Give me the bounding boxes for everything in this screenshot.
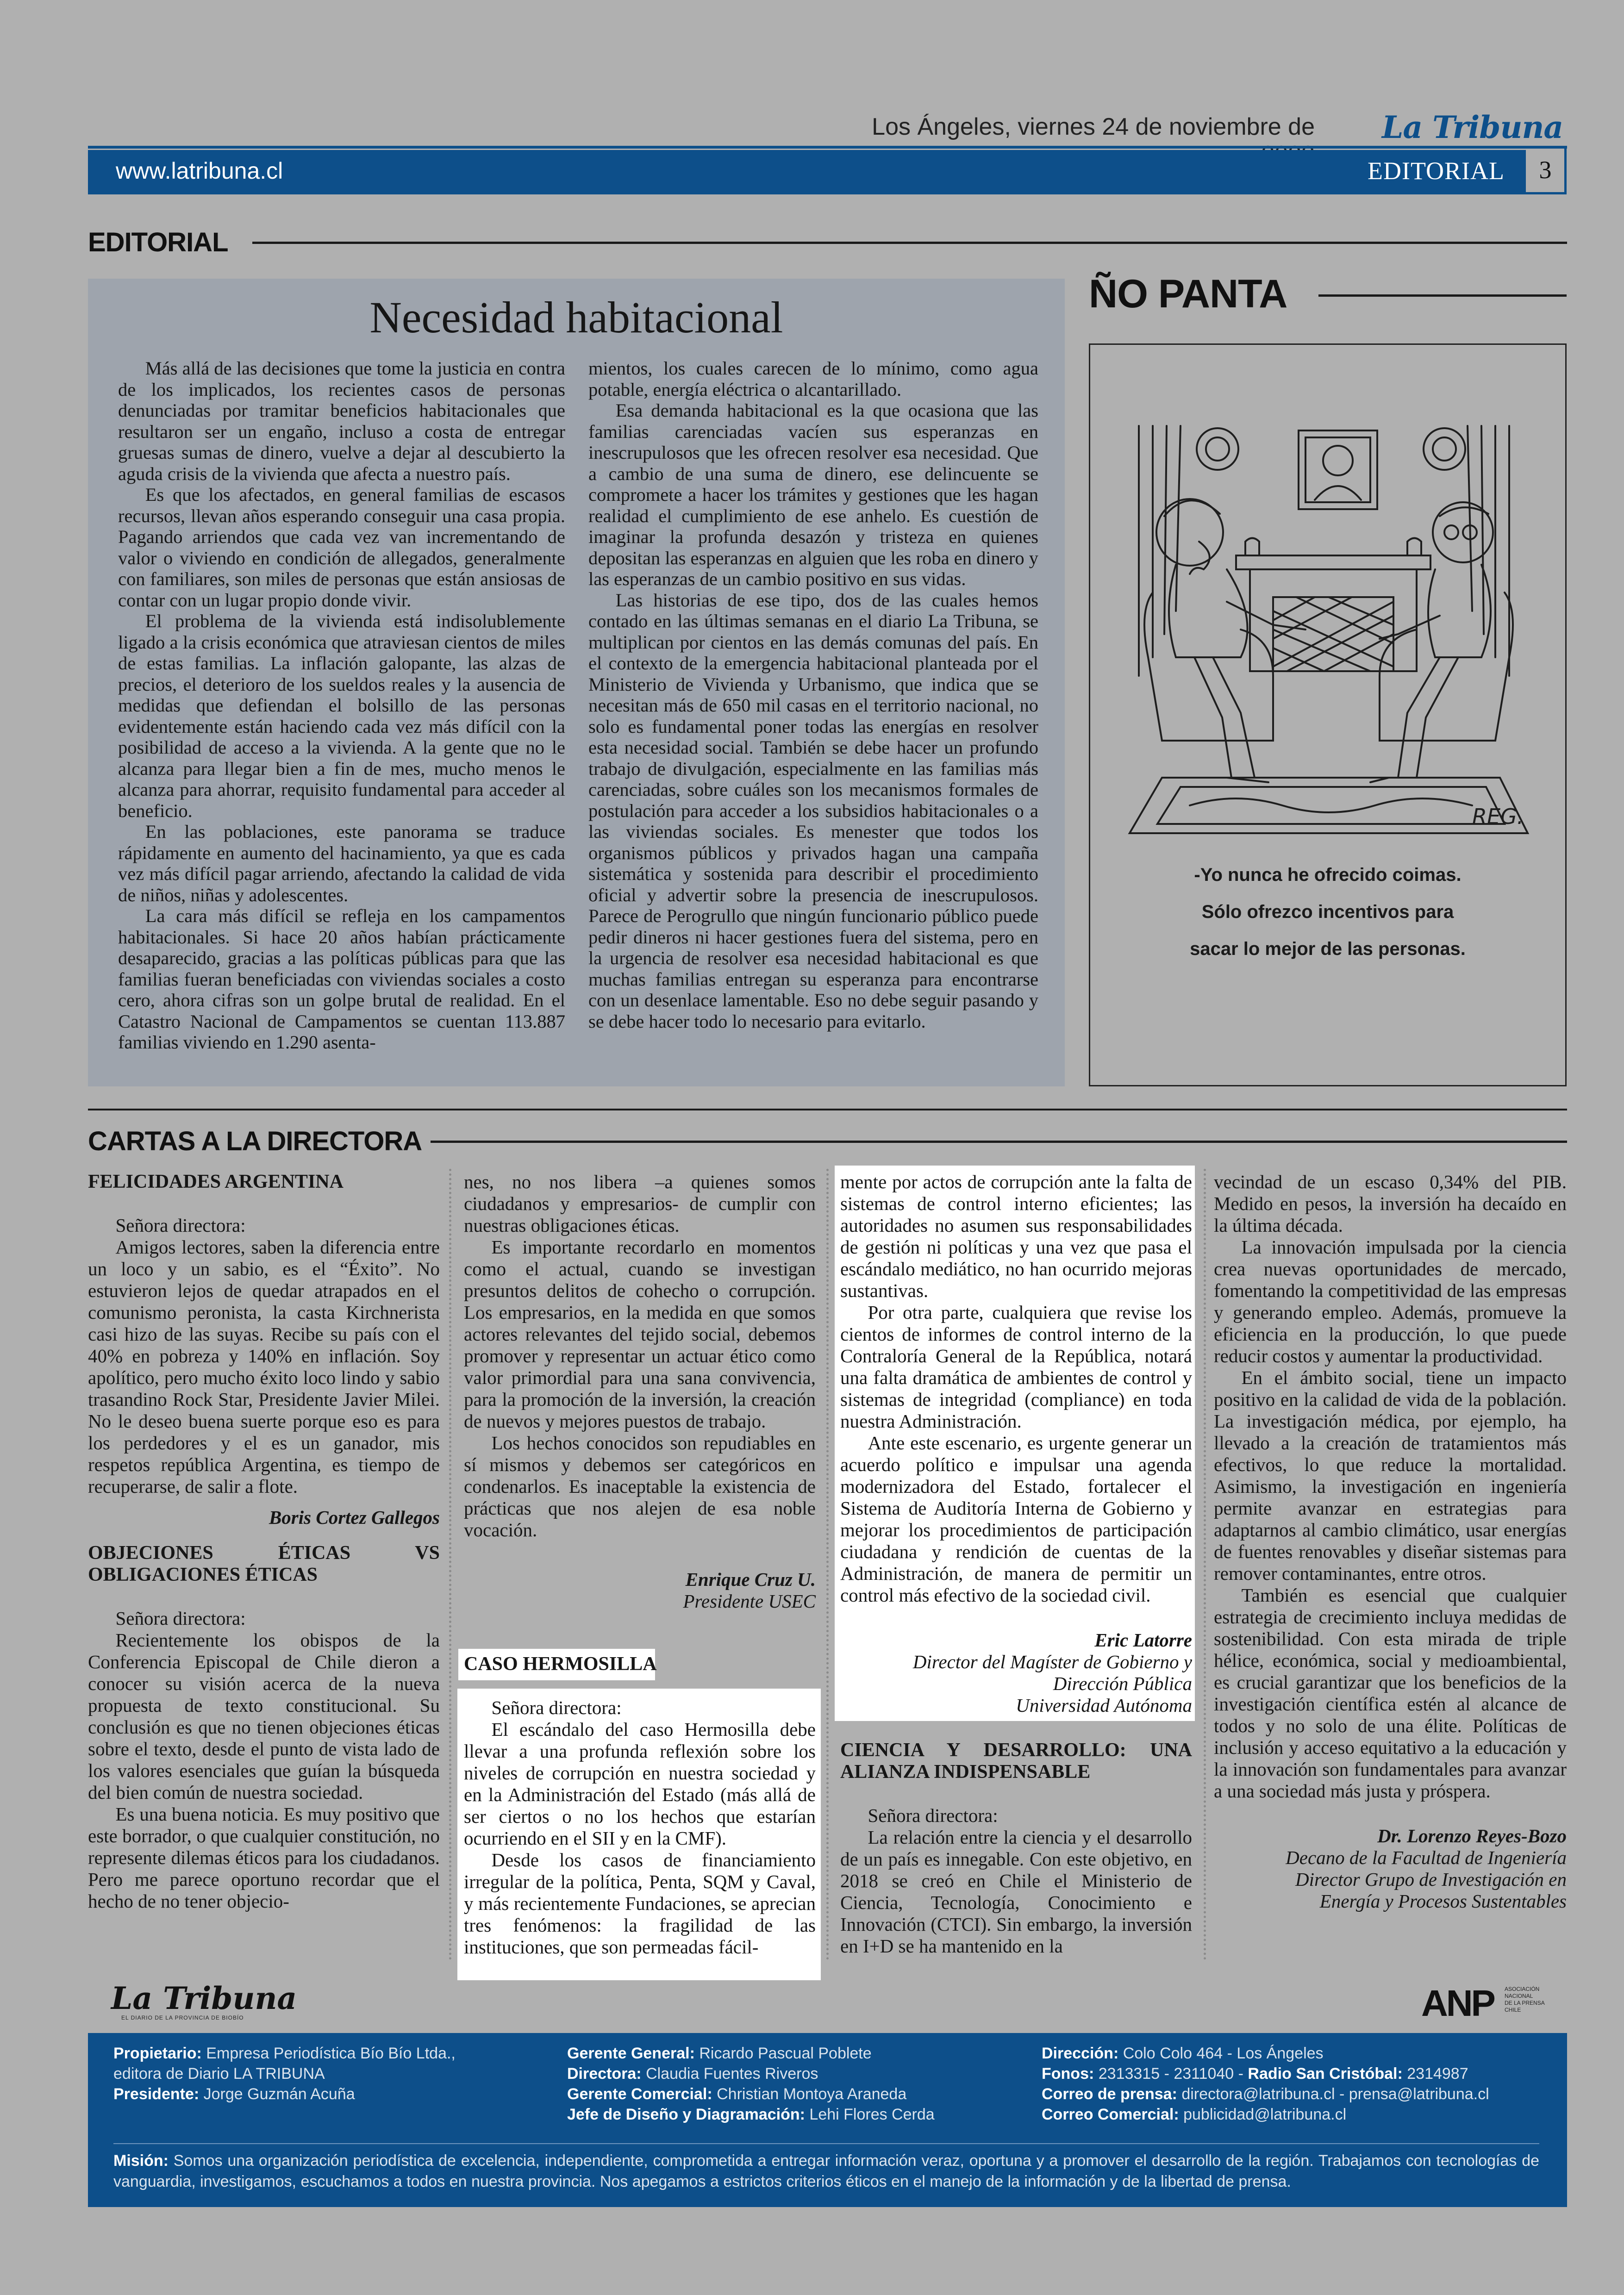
mission-statement: Misión: Somos una organización periodística de excelencia, independiente, comprometida a entregar información veraz, oportuna y a promover el desarrollo de la región. Trabajamos con tecnologías de vanguardia, investigamos, escuchamos a todos en nuestra provincia. Nos apegamos a estrictos criterios éticos en el manejo de la información y de la libertad de prensa. [113, 2152, 1540, 2190]
letter-paragraph: mente por actos de corrupción ante la falta de sistemas de control interno eficientes; las autoridades no asumen sus responsabilidades de gestión ni políticas y una vez que pasa el escándalo mediático, no han ocurrido mejoras sustantivas. [840, 1171, 1192, 1301]
letters-column-3-bottom [840, 1740, 1192, 1957]
footer-line: Correo Comercial: publicidad@latribuna.cl [1042, 2106, 1347, 2123]
letter-paragraph: Los hechos conocidos son repudiables en sí mismos y debemos ser categóricos en condenarlos. Es inaceptable la existencia de prácticas que nos alejen de esa noble vocación. [464, 1432, 816, 1540]
letter-paragraph: La innovación impulsada por la ciencia crea nuevas oportunidades de mercado, fomentando la competitividad de las empresas y generando empleo. Además, promueve la eficiencia en la producción, lo que puede reducir costos y aumentar la productividad. [1214, 1236, 1567, 1366]
letters-column-3 [840, 1171, 1192, 1716]
cartoon-signature: REG. [1472, 804, 1524, 829]
section-name: EDITORIAL [1368, 157, 1505, 185]
editorial-section-heading: EDITORIAL [88, 227, 228, 257]
dateline: Los Ángeles, viernes 24 de noviembre de [872, 113, 1315, 140]
editorial-paragraph: El problema de la vivienda está indisolublemente ligado a la crisis económica que atraviesan cientos de miles de estas familias. La inflación galopante, las alzas de precios, el deterioro de los sueldos reales y la ausencia de medidas que defiendan el bolsillo de las personas evidentemente están haciendo cada vez más difícil con la posibilidad de acceso a la vivienda. A la gente que no le alcanza para llegar bien a fin de mes, mucho menos le alcanza para ahorrar, requisito fundamental para acceder al beneficio. [118, 611, 565, 821]
letter-salutation: Señora directora: [115, 1608, 246, 1629]
editorial-paragraph: La cara más difícil se refleja en los campamentos habitacionales. Si hace 20 años habían prácticamente desaparecido, gracias a las políticas públicas para que las familias fueran beneficiadas con viviendas sociales a costo cero, ahora cifras son un golpe brutal de realidad. En el Catastro Nacional de Campamentos se cuentan 113.887 familias viviendo en 1.290 asenta- [118, 905, 565, 1053]
letter-salutation: Señora directora: [491, 1697, 622, 1718]
letters-heading-rule [431, 1141, 1567, 1143]
letter-paragraph: nes, no nos libera –a quienes somos ciudadanos y empresarios- de cumplir con nuestras obligaciones éticas. [464, 1171, 816, 1236]
anp-tagline-line: DE LA PRENSA [1505, 2000, 1545, 2006]
letters-column-2 [464, 1171, 816, 1612]
letter-paragraph: El escándalo del caso Hermosilla debe llevar a una profunda reflexión sobre los niveles de corrupción en nuestra sociedad y en la Administración del Estado (más allá de ser ciertos o no los hechos que estarían ocurriendo en el SII y en la CMF). [464, 1719, 816, 1849]
letters-section-heading: CARTAS A LA DIRECTORA [88, 1126, 422, 1156]
footer-logo-tagline: EL DIARIO DE LA PROVINCIA DE BIOBÍO [121, 2014, 244, 2021]
footer-column-3 [1042, 2043, 1489, 2125]
editorial-title: Necesidad habitacional [369, 293, 783, 342]
footer-column-1 [113, 2043, 456, 2104]
editorial-paragraph: Las historias de ese tipo, dos de las cuales hemos contado en las últimas semanas en el diario La Tribuna, se multiplican por cientos en las demás comunas del país. En el contexto de la emergencia habitacional planteada por el Ministerio de Vivienda y Urbanismo, que indica que se necesitan más de 650 mil casas en el territorio nacional, no solo es fundamental poner todas las energías en resolver esta necesidad social. También se debe hacer un profundo trabajo de divulgación, especialmente en las familias más carenciadas, sobre cuáles son los mecanismos formales de postulación para acceder a los subsidios habitacionales o a las viviendas sociales. Es menester que todos los organismos públicos y privados hagan una campaña sistemática y sostenida para describir el procedimiento oficial y advertir sobre la presencia de inescrupulosos. Parece de Perogrullo que ningún funcionario público puede pedir dineros ni hacer gestiones fuera del sistema, pero en la urgencia de resolver esa necesidad habitacional es que muchas familias entregan su esperanza para encontrarse con un desenlace lamentable. Eso no debe seguir pasando y se debe hacer todo lo necesario para evitarlo. [588, 589, 1038, 1032]
letter-paragraph: Ante este escenario, es urgente generar un acuerdo político e impulsar una agenda modernizadora del Estado, fortalecer el Sistema de Auditoría Interna de Gobierno y mejorar los procedimientos de participación ciudadana y rendición de cuentas de la Administración, de manera de permitir un control más efectivo de la sociedad civil. [840, 1432, 1192, 1606]
letter-paragraph: En el ámbito social, tiene un impacto positivo en la calidad de vida de la población. La investigación médica, por ejemplo, ha llevado a la creación de tratamientos más efectivos, lo que reduce la mortalidad. Asimismo, la investigación en ingeniería permite avanzar en estrategias para adaptarnos al cambio climático, usar energías de fuentes renovables y diseñar sistemas para remover contaminantes, entre otros. [1214, 1367, 1567, 1584]
editorial-column-1 [118, 358, 565, 1053]
anp-tagline-line: ASOCIACIÓN [1505, 1986, 1540, 1992]
letter-heading: OBJECIONES ÉTICAS VS OBLIGACIONES ÉTICAS [88, 1542, 440, 1585]
footer-column-2 [567, 2043, 935, 2125]
editorial-column-2 [588, 358, 1038, 1032]
letter-paragraph: La relación entre la ciencia y el desarrollo de un país es innegable. Con este objetivo, en 2018 se creó en Chile el Ministerio de Ciencia, Tecnología, Conocimiento e Innovación (CTCI). Sin embargo, la inversión en I+D se ha mantenido en la [840, 1827, 1192, 1957]
letter-signature: Enrique Cruz U. [685, 1569, 816, 1590]
letter-heading: FELICIDADES ARGENTINA [88, 1171, 344, 1192]
footer-line: Presidente: Jorge Guzmán Acuña [113, 2085, 355, 2103]
commercial-email-link[interactable]: publicidad@latribuna.cl [1183, 2106, 1347, 2123]
cartoon-caption [1089, 856, 1567, 967]
anp-logo: ANP [1421, 1983, 1494, 2024]
column-separator [1204, 1169, 1206, 1960]
press-email-link[interactable]: directora@latribuna.cl - prensa@latribuna.cl [1181, 2085, 1489, 2103]
footer-line: Gerente General: Ricardo Pascual Poblete [567, 2045, 872, 2062]
letters-column-4 [1214, 1171, 1567, 1912]
editorial-paragraph: mientos, los cuales carecen de lo mínimo, como agua potable, energía eléctrica o alcantarillado. [588, 358, 1038, 400]
cartoon-heading-rule [1318, 294, 1567, 297]
footer-separator [113, 2143, 1539, 2144]
footer-line: Jefe de Diseño y Diagramación: Lehi Flores Cerda [567, 2106, 935, 2123]
page-number: 3 [1539, 156, 1552, 184]
letter-signature-title: Universidad Autónoma [1016, 1695, 1192, 1716]
anp-tagline-line: NACIONAL [1505, 1993, 1533, 1999]
editorial-paragraph: En las poblaciones, este panorama se traduce rápidamente en aumento del hacinamiento, ya que es cada vez más difícil pagar arriendo, afectando la calidad de vida de niños, niñas y adolescentes. [118, 821, 565, 905]
anp-tagline [1505, 1986, 1545, 2014]
letter-paragraph: Amigos lectores, saben la diferencia entre un loco y un sabio, es el “Éxito”. No estuvieron lejos de quedar atrapados en el comunismo peronista, la casta Kirchnerista casi hizo de las suyas. Recibe su país con el 40% en pobreza y 140% en inflación. Soy apolítico, pero mucho éxito loco lindo y sabio trasandino Rock Star, Presidente Javier Milei. No le deseo buena suerte porque eso es para los perdedores y el es un ganador, mis respetos república Argentina, es tiempo de recuperarse, de salir a flote. [88, 1236, 440, 1497]
letter-paragraph: vecindad de un escaso 0,34% del PIB. Medido en pesos, la inversión ha decaído en la última década. [1214, 1171, 1567, 1236]
letter-signature-title: Presidente USEC [683, 1590, 816, 1612]
letter-signature: Eric Latorre [1094, 1629, 1192, 1651]
editorial-paragraph: Esa demanda habitacional es la que ocasiona que las familias carenciadas vacíen sus esperanzas en inescrupulosos que les ofrecen resolver esa necesidad. Que a cambio de una suma de dinero, ese delincuente se compromete a hacer los trámites y gestiones que les hagan realidad el cumplimiento de ese anhelo. Es cuestión de imaginar la profunda desazón y tristeza en quienes depositan las esperanzas en alguien que les roba en dinero y las esperanzas de un cambio positivo en sus vidas. [588, 400, 1038, 589]
footer-line: Correo de prensa: directora@latribuna.cl - prensa@latribuna.cl [1042, 2085, 1489, 2103]
cartoon-illustration [1120, 417, 1537, 842]
letter-salutation: Señora directora: [868, 1805, 998, 1826]
header-rule [88, 146, 1567, 149]
editorial-heading-rule [252, 242, 1567, 244]
footer-logo: La Tribuna [111, 1980, 297, 2016]
anp-tagline-line: CHILE [1505, 2007, 1521, 2013]
letter-paragraph: Por otra parte, cualquiera que revise los cientos de informes de control interno de la Contraloría General de la República, notará una falta dramática de ambientes de control y sistemas de integridad (compliance) en toda nuestra Administración. [840, 1302, 1192, 1432]
letter-salutation: Señora directora: [115, 1215, 246, 1236]
letter-paragraph: Es una buena noticia. Es muy positivo que este borrador, o que cualquier constitución, no represente dilemas éticos para los ciudadanos. Pero me parece oportuno recordar que el hecho de no tener objecio- [88, 1803, 440, 1912]
cartoon-section-heading: ÑO PANTA [1089, 272, 1287, 316]
website-url[interactable]: www.latribuna.cl [116, 158, 283, 184]
letter-heading: CASO HERMOSILLA [464, 1653, 657, 1675]
letter-paragraph: Desde los casos de financiamiento irregular de la política, Penta, SQM y Caval, y más recientemente Fundaciones, se aprecian tres fenómenos: la fragilidad de las instituciones, que son permeadas fácil- [464, 1849, 816, 1958]
editorial-paragraph: Más allá de las decisiones que tome la justicia en contra de los implicados, los recientes casos de personas denunciadas por tramitar beneficios habitacionales que resultaron ser un engaño, incluso a costa de entregar gruesas sumas de dinero, vuelve a dejar al descubierto la aguda crisis de la vivienda que afecta a nuestro país. [118, 358, 565, 484]
footer-line: Directora: Claudia Fuentes Riveros [567, 2065, 818, 2083]
letter-heading: CIENCIA Y DESARROLLO: UNA ALIANZA INDISPENSABLE [840, 1740, 1192, 1783]
letters-top-rule [88, 1109, 1567, 1110]
letter-signature-title: Decano de la Facultad de Ingeniería [1286, 1847, 1567, 1868]
column-separator [449, 1169, 451, 1960]
letter-signature-title: Director del Magíster de Gobierno y [912, 1651, 1192, 1672]
letters-column-1 [88, 1171, 440, 1912]
letter-paragraph: También es esencial que cualquier estrategia de crecimiento incluya medidas de sostenibilidad. Con esta mirada de triple hélice, económica, social y medioambiental, es crucial garantizar que los beneficios de la investigación científica estén al alcance de todos y no solo de una élite. Políticas de inclusión y acceso equitativo a la educación y la innovación son fundamentales para avanzar a una sociedad más justa y próspera. [1214, 1584, 1567, 1802]
letter-signature-title: Director Grupo de Investigación en [1295, 1869, 1567, 1890]
footer-line: Dirección: Colo Colo 464 - Los Ángeles [1042, 2045, 1324, 2062]
cartoon-caption-line: sacar lo mejor de las personas. [1190, 939, 1466, 959]
footer-line: editora de Diario LA TRIBUNA [113, 2065, 325, 2083]
letter-paragraph: Recientemente los obispos de la Conferencia Episcopal de Chile dieron a conocer su visión acerca de la nueva propuesta de texto constitucional. Su conclusión es que no tienen objeciones éticas sobre el texto, desde el punto de vista lado de los valores esenciales que guían la búsqueda del bien común de nuestra sociedad. [88, 1629, 440, 1803]
footer-line: Gerente Comercial: Christian Montoya Araneda [567, 2085, 907, 2103]
letter-signature-title: Dirección Pública [1053, 1673, 1192, 1694]
column-separator [826, 1169, 829, 1960]
letter-signature: Boris Cortez Gallegos [269, 1507, 440, 1528]
footer-line: Fonos: 2313315 - 2311040 - Radio San Cristóbal: 2314987 [1042, 2065, 1468, 2083]
letter-paragraph: Es importante recordarlo en momentos como el actual, cuando se investigan presuntos delitos de cohecho o corrupción. Los empresarios, en la medida en que somos actores relevantes del tejido social, debemos promover y representar un actuar ético como valor primordial para una sana convivencia, para la promoción de la inversión, la creación de nuevos y mejores puestos de trabajo. [464, 1236, 816, 1432]
letters-column-2-bottom [464, 1697, 816, 1958]
letter-signature-title: Energía y Procesos Sustentables [1319, 1890, 1567, 1912]
newspaper-logo: La Tribuna [1382, 109, 1563, 145]
cartoon-caption-line: Sólo ofrezco incentivos para [1201, 902, 1454, 922]
editorial-paragraph: Es que los afectados, en general familias de escasos recursos, llevan años esperando conseguir una casa propia. Pagando arriendos que cada vez van incrementando de valor o viviendo en condición de allegados, generalmente con familiares, son miles de personas que están ansiosas de contar con un lugar propio donde vivir. [118, 484, 565, 611]
cartoon-caption-line: -Yo nunca he ofrecido coimas. [1194, 865, 1462, 885]
footer-line: Propietario: Empresa Periodística Bío Bío Ltda., [113, 2045, 456, 2062]
letter-signature: Dr. Lorenzo Reyes-Bozo [1377, 1825, 1567, 1846]
